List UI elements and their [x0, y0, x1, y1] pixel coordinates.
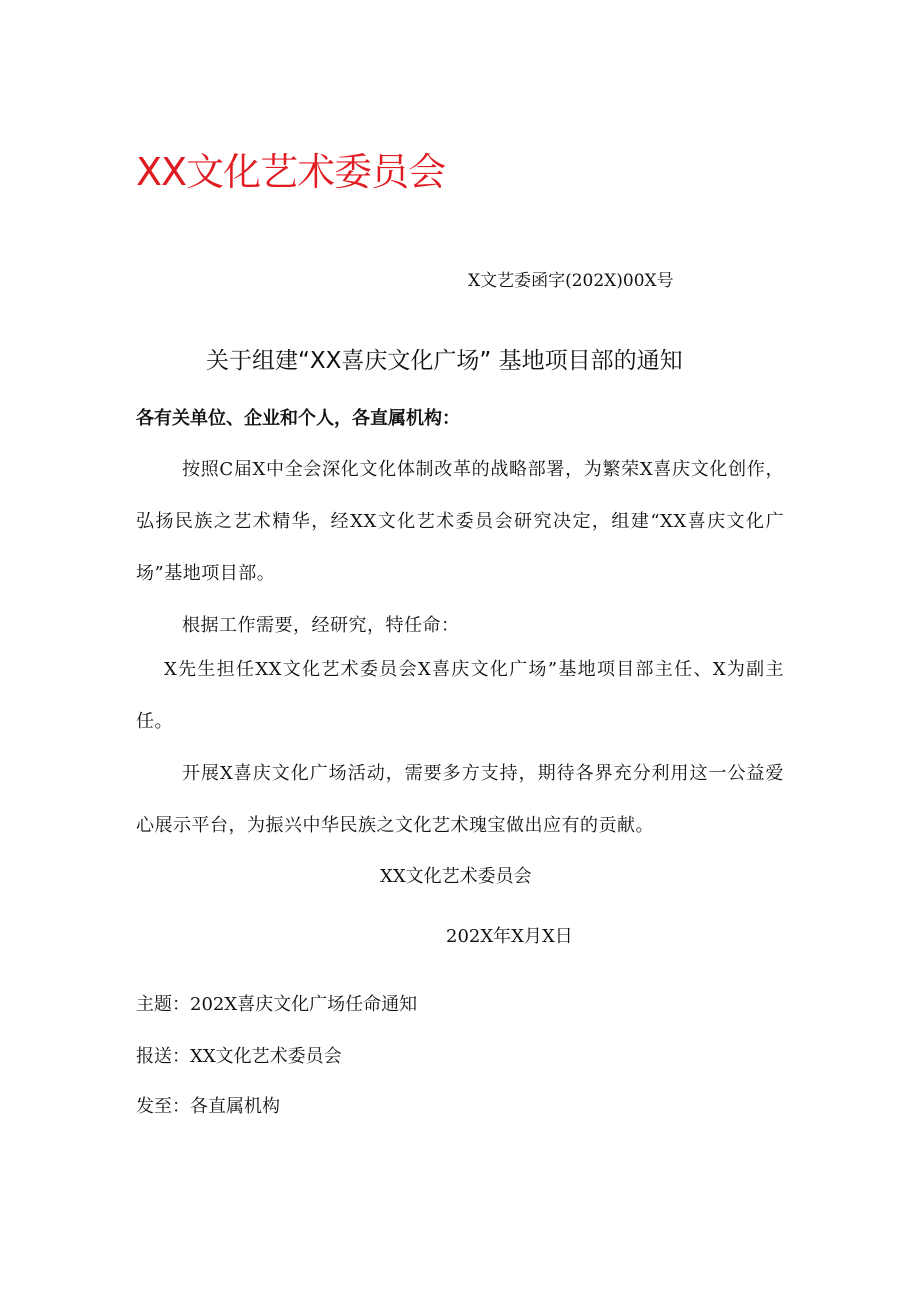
body-paragraph-2: 根据工作需要，经研究，特任命：: [182, 615, 460, 636]
document-number: X文艺委函字(202X)00X号: [468, 271, 674, 291]
signature-date: 202X年X月X日: [446, 926, 573, 947]
document-heading: 关于组建“XX喜庆文化广场” 基地项目部的通知: [206, 348, 683, 374]
salutation: 各有关单位、企业和个人，各直属机构：: [136, 408, 460, 429]
body-paragraph-4: 开展X喜庆文化广场活动，需要多方支持，期待各界充分利用这一公益爱心展示平台，为振兴中华民族之文化艺术瑰宝做出应有的贡献。: [136, 763, 784, 836]
body-paragraph-1: 按照C届X中全会深化文化体制改革的战略部署，为繁荣X喜庆文化创作，弘扬民族之艺术精华，经XX文化艺术委员会研究决定，组建“XX喜庆文化广场”基地项目部。: [136, 459, 784, 584]
body-paragraph-3: X先生担任XX文化艺术委员会X喜庆文化广场”基地项目部主任、X为副主任。: [136, 659, 784, 732]
meta-report-to: 报送：XX文化艺术委员会: [136, 1046, 342, 1067]
org-header-title: XX文化艺术委员会: [136, 150, 446, 194]
signature-org: XX文化艺术委员会: [380, 866, 532, 887]
meta-send-to: 发至：各直属机构: [136, 1096, 280, 1117]
meta-subject: 主题：202X喜庆文化广场任命通知: [136, 994, 418, 1015]
